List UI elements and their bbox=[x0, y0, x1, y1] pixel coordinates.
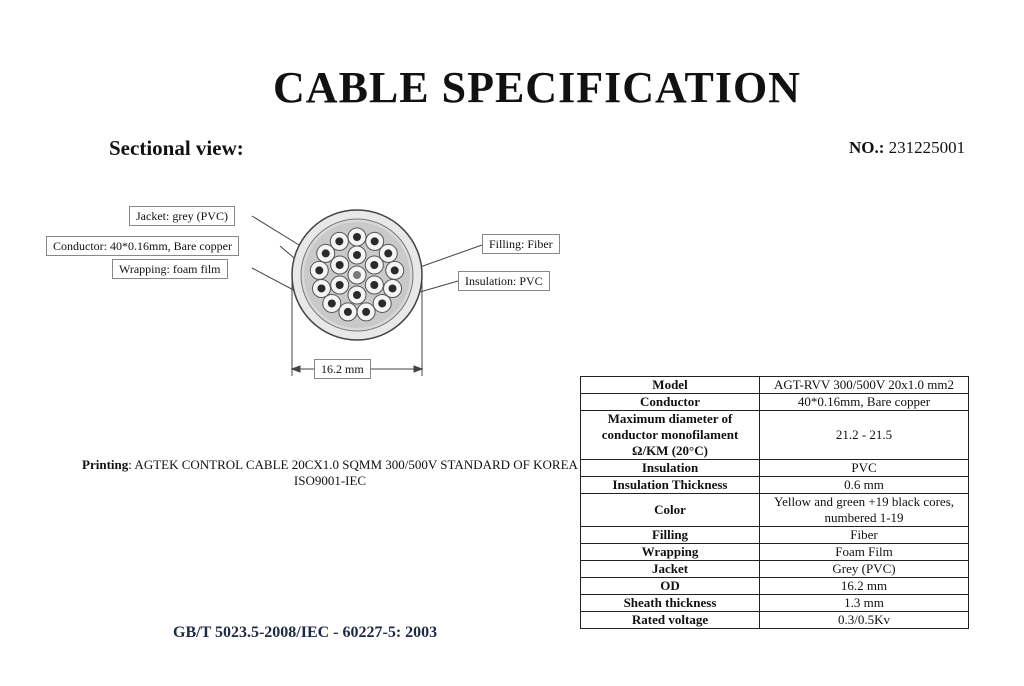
core-conductor bbox=[391, 266, 399, 274]
core-conductor bbox=[353, 291, 361, 299]
core-conductor bbox=[336, 281, 344, 289]
printing-label: Printing bbox=[82, 457, 129, 472]
sectional-view-heading: Sectional view: bbox=[109, 136, 244, 160]
printing-value-line2: ISO9001-IEC bbox=[293, 473, 367, 488]
callout-insulation: Insulation: PVC bbox=[458, 271, 550, 291]
printing-text bbox=[40, 457, 620, 489]
core-conductor bbox=[353, 251, 361, 259]
dimension-label: 16.2 mm bbox=[314, 359, 371, 379]
document-number-value: 231225001 bbox=[888, 138, 966, 157]
spec-value: 0.6 mm bbox=[760, 477, 969, 494]
callout-conductor: Conductor: 40*0.16mm, Bare copper bbox=[46, 236, 239, 256]
spec-key: Insulation Thickness bbox=[581, 477, 760, 494]
core-conductor bbox=[362, 308, 370, 316]
spec-key: Insulation bbox=[581, 460, 760, 477]
spec-row bbox=[581, 544, 969, 561]
spec-row bbox=[581, 477, 969, 494]
document-number-label: NO.: bbox=[849, 138, 885, 157]
spec-value: PVC bbox=[760, 460, 969, 477]
core-conductor bbox=[353, 271, 361, 279]
spec-key: Sheath thickness bbox=[581, 595, 760, 612]
spec-row bbox=[581, 578, 969, 595]
spec-value: Fiber bbox=[760, 527, 969, 544]
spec-key: Model bbox=[581, 377, 760, 394]
spec-key: Wrapping bbox=[581, 544, 760, 561]
spec-value: Yellow and green +19 black cores, numbered 1-19 bbox=[760, 494, 969, 527]
spec-table bbox=[580, 376, 969, 629]
core-conductor bbox=[370, 281, 378, 289]
core-conductor bbox=[371, 237, 379, 245]
core-conductor bbox=[322, 249, 330, 257]
core-conductor bbox=[384, 249, 392, 257]
callout-wrapping: Wrapping: foam film bbox=[112, 259, 228, 279]
core-conductor bbox=[370, 261, 378, 269]
spec-value: 1.3 mm bbox=[760, 595, 969, 612]
spec-value: 21.2 - 21.5 bbox=[760, 411, 969, 460]
core-conductor bbox=[328, 299, 336, 307]
spec-key: Maximum diameter of conductor monofilament Ω/KM (20°C) bbox=[581, 411, 760, 460]
callout-filling: Filling: Fiber bbox=[482, 234, 560, 254]
core-conductor bbox=[335, 237, 343, 245]
spec-row bbox=[581, 527, 969, 544]
spec-value: Foam Film bbox=[760, 544, 969, 561]
spec-key: Rated voltage bbox=[581, 612, 760, 629]
spec-row bbox=[581, 411, 969, 460]
spec-value: 0.3/0.5Kv bbox=[760, 612, 969, 629]
core-conductor bbox=[344, 308, 352, 316]
spec-key: Color bbox=[581, 494, 760, 527]
core-conductor bbox=[389, 284, 397, 292]
spec-row bbox=[581, 612, 969, 629]
core-conductor bbox=[378, 299, 386, 307]
spec-value: AGT-RVV 300/500V 20x1.0 mm2 bbox=[760, 377, 969, 394]
page-title: CABLE SPECIFICATION bbox=[273, 63, 801, 112]
core-conductor bbox=[315, 266, 323, 274]
core-conductor bbox=[317, 284, 325, 292]
callout-jacket: Jacket: grey (PVC) bbox=[129, 206, 235, 226]
standard-reference: GB/T 5023.5-2008/IEC - 60227-5: 2003 bbox=[173, 624, 438, 641]
spec-value: Grey (PVC) bbox=[760, 561, 969, 578]
spec-key: OD bbox=[581, 578, 760, 595]
spec-row bbox=[581, 394, 969, 411]
spec-key: Conductor bbox=[581, 394, 760, 411]
spec-row bbox=[581, 561, 969, 578]
core-conductor bbox=[353, 233, 361, 241]
core-conductor bbox=[336, 261, 344, 269]
spec-row bbox=[581, 377, 969, 394]
spec-row bbox=[581, 460, 969, 477]
printing-value: : AGTEK CONTROL CABLE 20CX1.0 SQMM 300/500V STANDARD OF KOREA bbox=[128, 457, 578, 472]
spec-key: Jacket bbox=[581, 561, 760, 578]
spec-value: 16.2 mm bbox=[760, 578, 969, 595]
spec-row bbox=[581, 595, 969, 612]
spec-key: Filling bbox=[581, 527, 760, 544]
spec-row bbox=[581, 494, 969, 527]
spec-value: 40*0.16mm, Bare copper bbox=[760, 394, 969, 411]
